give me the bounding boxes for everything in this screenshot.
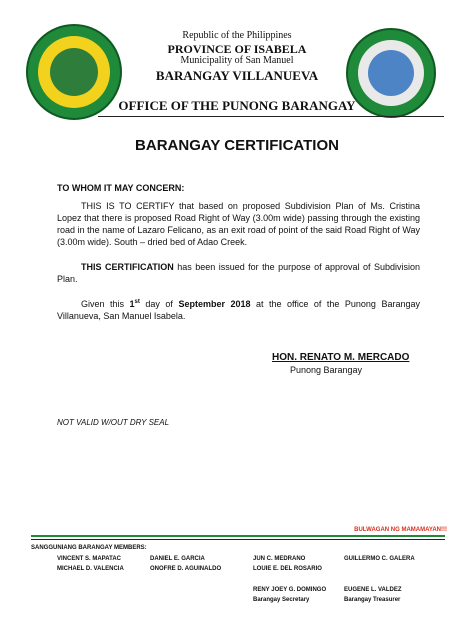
province-line: PROVINCE OF ISABELA bbox=[167, 42, 307, 56]
footer-divider-black bbox=[31, 539, 445, 540]
treasurer-title: Barangay Treasurer bbox=[344, 597, 401, 603]
certification-paragraph-1 bbox=[57, 200, 420, 248]
member-name: ONOFRE D. AGUINALDO bbox=[150, 566, 222, 572]
paragraph-3-month: September 2018 bbox=[178, 299, 251, 309]
member-name: DANIEL E. GARCIA bbox=[150, 556, 205, 562]
certification-title: BARANGAY CERTIFICATION bbox=[135, 137, 339, 154]
paragraph-2-rest: has been issued for the purpose of approval of Subdivision Plan. bbox=[57, 262, 421, 284]
footer-divider-green bbox=[31, 535, 445, 537]
salutation: TO WHOM IT MAY CONCERN: bbox=[57, 183, 185, 193]
treasurer-name: EUGENE L. VALDEZ bbox=[344, 587, 402, 593]
certification-paragraph-2 bbox=[57, 261, 420, 285]
signatory-name: HON. RENATO M. MERCADO bbox=[272, 352, 410, 363]
member-name: LOUIE E. DEL ROSARIO bbox=[253, 566, 322, 572]
paragraph-3-sup: st bbox=[134, 299, 140, 305]
member-name: VINCENT S. MAPATAC bbox=[57, 556, 121, 562]
header-divider bbox=[98, 116, 444, 117]
barangay-line: BARANGAY VILLANUEVA bbox=[155, 68, 319, 83]
dry-seal-note: NOT VALID W/OUT DRY SEAL bbox=[57, 418, 170, 427]
paragraph-3-part2: day of bbox=[139, 299, 179, 309]
certification-paragraph-3 bbox=[57, 296, 420, 322]
paragraph-1-text: THIS IS TO CERTIFY that based on proposed Subdivision Plan of Ms. Cristina Lopez that there is proposed Road Right of Way (3.00m wide) passing through the existing road in the name of Lazaro Felicano, as an exit road of point of the said Road Right of Way (3.00m wide). South – dried bed of Adao Creek. bbox=[57, 201, 420, 247]
secretary-title: Barangay Secretary bbox=[253, 597, 310, 603]
secretary-name: RENY JOEY G. DOMINGO bbox=[253, 587, 327, 593]
republic-line: Republic of the Philippines bbox=[182, 30, 292, 41]
member-name: MICHAEL D. VALENCIA bbox=[57, 566, 124, 572]
signatory-position: Punong Barangay bbox=[290, 365, 363, 375]
paragraph-3-part1: Given this bbox=[81, 299, 130, 309]
office-title: OFFICE OF THE PUNONG BARANGAY bbox=[118, 98, 356, 113]
paragraph-2-lead: THIS CERTIFICATION bbox=[81, 262, 174, 272]
members-heading: SANGGUNIANG BARANGAY MEMBERS: bbox=[31, 545, 147, 551]
footer-tagline: BULWAGAN NG MAMAMAYAN!!! bbox=[354, 527, 447, 533]
municipality-line: Municipality of San Manuel bbox=[180, 55, 294, 66]
member-name: JUN C. MEDRANO bbox=[253, 556, 306, 562]
paragraph-3-day: 1 bbox=[129, 299, 135, 309]
member-name: GUILLERMO C. GALERA bbox=[344, 556, 415, 562]
paragraph-3-part3: at the office of the Punong Barangay Villanueva, San Manuel Isabela. bbox=[57, 299, 420, 321]
